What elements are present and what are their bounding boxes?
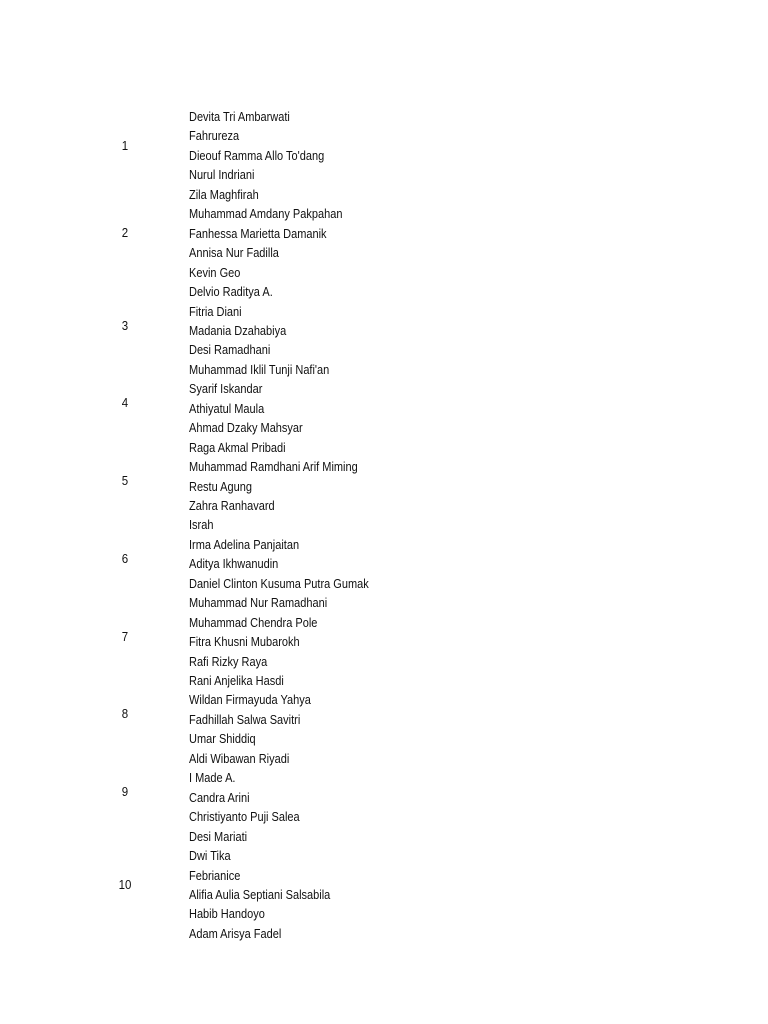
group-number: 7 — [121, 629, 129, 644]
member-list — [189, 205, 363, 302]
group — [0, 108, 768, 205]
group-number: 1 — [121, 139, 129, 153]
member-name: Devita Tri Ambarwati — [189, 110, 290, 124]
member-name: Muhammad Chendra Pole — [189, 615, 318, 630]
group-number: 5 — [121, 474, 129, 489]
group-number: 9 — [121, 785, 129, 800]
group — [0, 205, 768, 302]
member-name: Umar Shiddiq — [189, 732, 256, 747]
member-name: Habib Handoyo — [189, 907, 265, 922]
member-list — [189, 847, 350, 944]
group — [0, 614, 768, 692]
member-name: Kevin Geo — [189, 265, 241, 280]
group — [0, 847, 768, 944]
member-name: Ahmad Dzaky Mahsyar — [189, 421, 303, 436]
member-name: Rani Anjelika Hasdi — [189, 674, 284, 688]
group-number: 6 — [121, 551, 129, 566]
member-name: Fadhillah Salwa Savitri — [189, 712, 301, 727]
group — [0, 380, 768, 458]
member-list — [189, 303, 348, 381]
group — [0, 536, 768, 614]
group — [0, 458, 768, 536]
member-name: Nurul Indriani — [189, 168, 255, 183]
group — [0, 769, 768, 847]
member-list — [189, 769, 315, 847]
member-name: Adam Arisya Fadel — [189, 926, 282, 941]
group-number: 2 — [121, 226, 129, 241]
member-name: Dieouf Ramma Allo To'dang — [189, 148, 325, 163]
member-name: Muhammad Iklil Tunji Nafi'an — [189, 362, 330, 377]
member-name: Alifia Aulia Septiani Salsabila — [189, 887, 331, 902]
member-name: Delvio Raditya A. — [189, 285, 273, 299]
member-name: Fitra Khusni Mubarokh — [189, 635, 300, 650]
member-name: Candra Arini — [189, 790, 250, 805]
member-name: Muhammad Ramdhani Arif Miming — [189, 460, 358, 475]
member-name: Aldi Wibawan Riyadi — [189, 751, 290, 766]
group-number: 3 — [121, 318, 129, 333]
member-list — [189, 691, 328, 769]
member-name: Fahrureza — [189, 129, 240, 144]
member-list — [189, 108, 343, 205]
member-name: Syarif Iskandar — [189, 382, 263, 397]
member-name: Irma Adelina Panjaitan — [189, 537, 300, 552]
group-list — [0, 108, 768, 944]
group-number: 8 — [121, 707, 129, 722]
member-name: Madania Dzahabiya — [189, 323, 287, 338]
member-name: Aditya Ikhwanudin — [189, 557, 279, 572]
member-list — [189, 536, 393, 614]
member-name: I Made A. — [189, 771, 236, 786]
member-name: Desi Mariati — [189, 829, 248, 844]
member-name: Fitria Diani — [189, 304, 242, 319]
member-name: Wildan Firmayuda Yahya — [189, 693, 311, 708]
member-name: Dwi Tika — [189, 849, 231, 864]
member-name: Zila Maghfirah — [189, 187, 259, 202]
member-name: Annisa Nur Fadilla — [189, 246, 279, 261]
member-name: Israh — [189, 518, 214, 533]
member-name: Raga Akmal Pribadi — [189, 440, 286, 455]
member-name: Restu Agung — [189, 479, 253, 494]
member-name: Muhammad Nur Ramadhani — [189, 596, 328, 611]
group-number: 4 — [121, 396, 129, 411]
member-name: Febrianice — [189, 868, 241, 883]
member-name: Fanhessa Marietta Damanik — [189, 226, 327, 241]
member-name: Desi Ramadhani — [189, 343, 271, 358]
group — [0, 303, 768, 381]
member-name: Athiyatul Maula — [189, 401, 265, 416]
member-name: Zahra Ranhavard — [189, 498, 275, 513]
member-list — [189, 380, 318, 458]
member-list — [189, 458, 381, 536]
member-name: Daniel Clinton Kusuma Putra Gumak — [189, 576, 369, 591]
member-name: Christiyanto Puji Salea — [189, 810, 300, 825]
member-name: Muhammad Amdany Pakpahan — [189, 207, 343, 222]
member-name: Rafi Rizky Raya — [189, 654, 268, 669]
member-list — [189, 614, 335, 692]
group — [0, 691, 768, 769]
group-number: 10 — [118, 878, 132, 893]
